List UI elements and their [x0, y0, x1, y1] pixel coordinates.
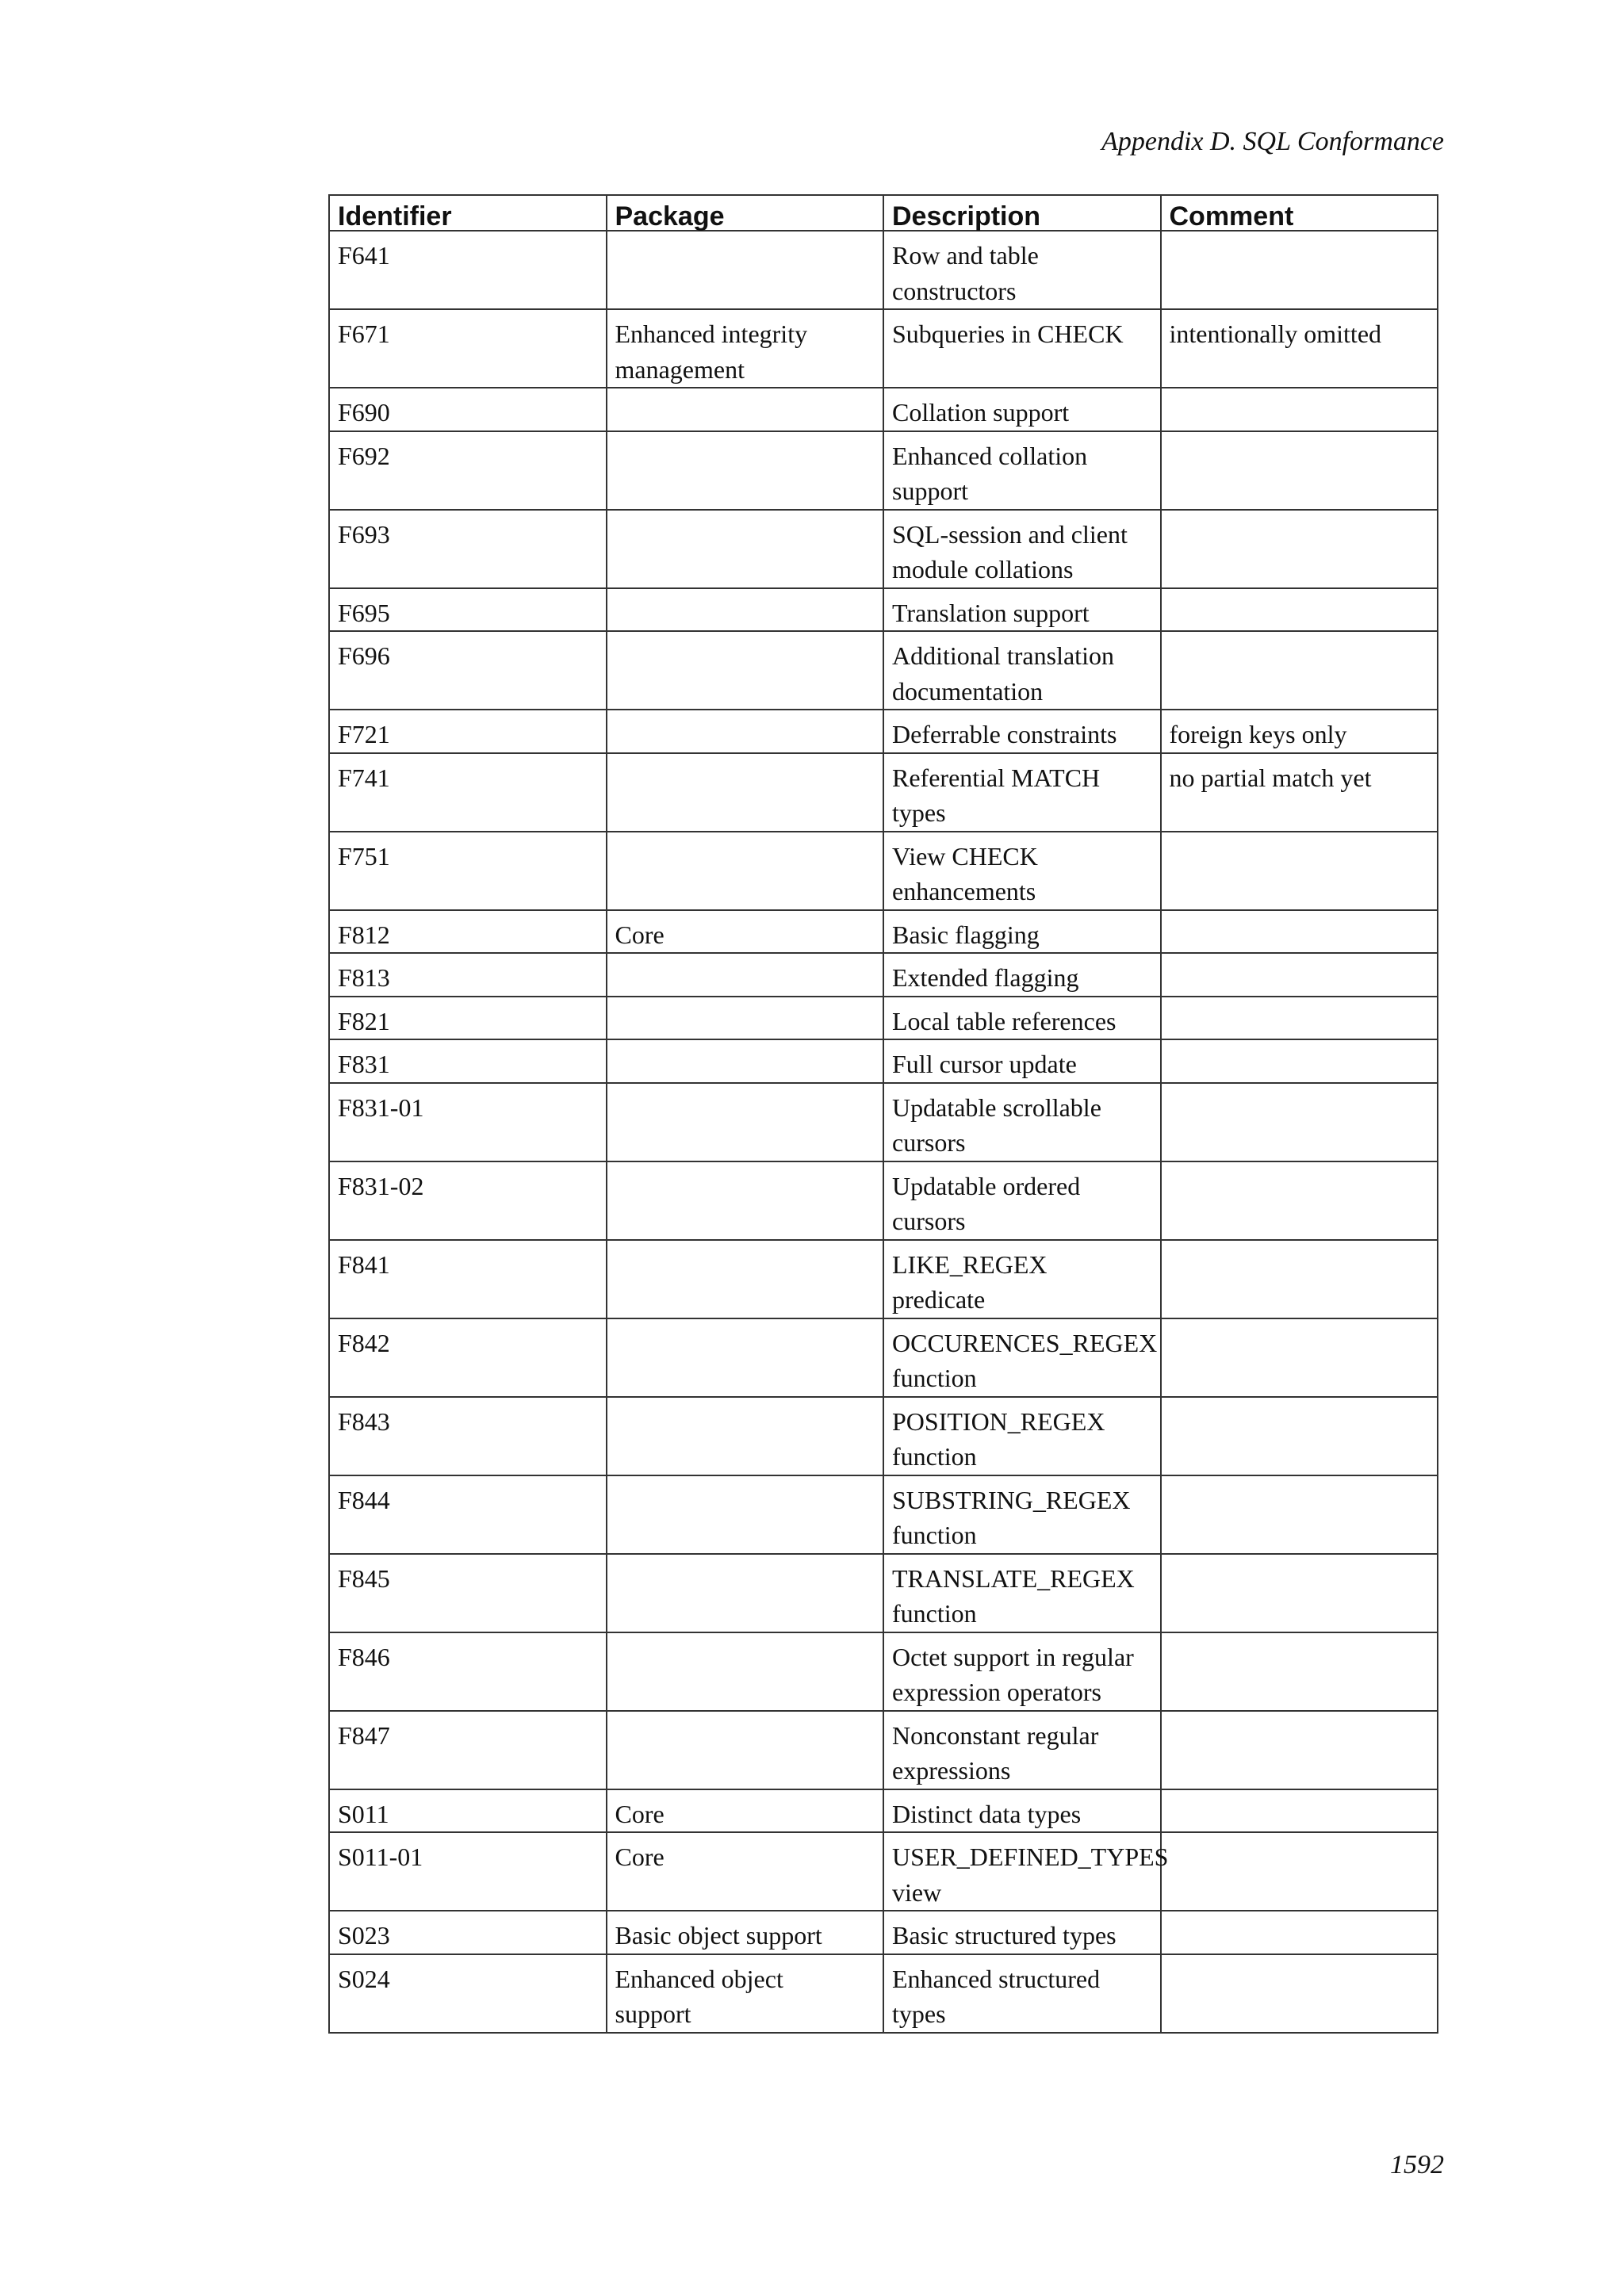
description-cell: View CHECK enhancements — [883, 832, 1161, 910]
column-header-package: Package — [607, 195, 884, 231]
comment-cell — [1161, 997, 1438, 1040]
identifier-cell: F847 — [329, 1711, 607, 1789]
description-cell: USER_DEFINED_TYPES view — [883, 1832, 1161, 1911]
package-cell — [607, 1240, 884, 1318]
description-cell: Updatable scrollable cursors — [883, 1083, 1161, 1161]
description-cell: Referential MATCH types — [883, 753, 1161, 832]
page-number: 1592 — [1390, 2150, 1444, 2179]
identifier-cell: S011-01 — [329, 1832, 607, 1911]
comment-cell: foreign keys only — [1161, 710, 1438, 753]
package-cell: Core — [607, 910, 884, 954]
description-cell: Distinct data types — [883, 1789, 1161, 1833]
comment-cell — [1161, 1911, 1438, 1954]
description-cell: Additional translation documentation — [883, 631, 1161, 710]
table-row — [329, 1161, 1438, 1240]
description-cell: Nonconstant regular expressions — [883, 1711, 1161, 1789]
identifier-cell: S024 — [329, 1954, 607, 2033]
table-row — [329, 910, 1438, 954]
comment-cell — [1161, 631, 1438, 710]
table-row — [329, 1318, 1438, 1397]
identifier-cell: S011 — [329, 1789, 607, 1833]
identifier-cell: F695 — [329, 588, 607, 632]
description-cell: Collation support — [883, 388, 1161, 431]
identifier-cell: F841 — [329, 1240, 607, 1318]
identifier-cell: F693 — [329, 510, 607, 588]
description-cell: Translation support — [883, 588, 1161, 632]
identifier-cell: F696 — [329, 631, 607, 710]
table-row — [329, 1397, 1438, 1475]
package-cell — [607, 832, 884, 910]
comment-cell — [1161, 588, 1438, 632]
comment-cell — [1161, 910, 1438, 954]
comment-cell: intentionally omitted — [1161, 309, 1438, 388]
table-row — [329, 753, 1438, 832]
package-cell — [607, 997, 884, 1040]
identifier-cell: F721 — [329, 710, 607, 753]
package-cell — [607, 1318, 884, 1397]
description-cell: Basic flagging — [883, 910, 1161, 954]
comment-cell — [1161, 431, 1438, 510]
table-row — [329, 1954, 1438, 2033]
description-cell: SUBSTRING_REGEX function — [883, 1475, 1161, 1554]
description-cell: Row and table constructors — [883, 231, 1161, 309]
package-cell — [607, 1397, 884, 1475]
package-cell — [607, 953, 884, 997]
identifier-cell: F821 — [329, 997, 607, 1040]
comment-cell — [1161, 510, 1438, 588]
package-cell — [607, 1083, 884, 1161]
comment-cell — [1161, 1554, 1438, 1632]
package-cell — [607, 1161, 884, 1240]
comment-cell — [1161, 1711, 1438, 1789]
comment-cell — [1161, 1789, 1438, 1833]
table-row — [329, 1911, 1438, 1954]
description-cell: Extended flagging — [883, 953, 1161, 997]
conformance-table — [328, 194, 1438, 2034]
comment-cell — [1161, 1475, 1438, 1554]
description-cell: LIKE_REGEX predicate — [883, 1240, 1161, 1318]
comment-cell — [1161, 1083, 1438, 1161]
description-cell: Full cursor update — [883, 1039, 1161, 1083]
table-row — [329, 997, 1438, 1040]
comment-cell — [1161, 1161, 1438, 1240]
table-row — [329, 1083, 1438, 1161]
table-row — [329, 388, 1438, 431]
table-row — [329, 1475, 1438, 1554]
package-cell — [607, 631, 884, 710]
comment-cell — [1161, 1318, 1438, 1397]
table-row — [329, 1711, 1438, 1789]
package-cell — [607, 1475, 884, 1554]
table-body — [329, 231, 1438, 2033]
table-row — [329, 231, 1438, 309]
table-row — [329, 309, 1438, 388]
package-cell — [607, 231, 884, 309]
identifier-cell: F843 — [329, 1397, 607, 1475]
table-row — [329, 1039, 1438, 1083]
description-cell: Enhanced structured types — [883, 1954, 1161, 2033]
description-cell: Local table references — [883, 997, 1161, 1040]
table-row — [329, 1832, 1438, 1911]
package-cell — [607, 510, 884, 588]
identifier-cell: F842 — [329, 1318, 607, 1397]
identifier-cell: F641 — [329, 231, 607, 309]
identifier-cell: F690 — [329, 388, 607, 431]
table-row — [329, 710, 1438, 753]
package-cell — [607, 753, 884, 832]
comment-cell — [1161, 1954, 1438, 2033]
table-row — [329, 832, 1438, 910]
identifier-cell: F844 — [329, 1475, 607, 1554]
package-cell — [607, 710, 884, 753]
comment-cell — [1161, 388, 1438, 431]
identifier-cell: F831 — [329, 1039, 607, 1083]
package-cell: Core — [607, 1789, 884, 1833]
description-cell: TRANSLATE_REGEX function — [883, 1554, 1161, 1632]
table-head — [329, 195, 1438, 231]
package-cell — [607, 1554, 884, 1632]
description-cell: SQL-session and client module collations — [883, 510, 1161, 588]
header-row — [329, 195, 1438, 231]
package-cell — [607, 1632, 884, 1711]
column-header-identifier: Identifier — [329, 195, 607, 231]
package-cell — [607, 431, 884, 510]
package-cell: Core — [607, 1832, 884, 1911]
package-cell: Enhanced object support — [607, 1954, 884, 2033]
identifier-cell: F692 — [329, 431, 607, 510]
description-cell: Octet support in regular expression operators — [883, 1632, 1161, 1711]
table-row — [329, 1554, 1438, 1632]
identifier-cell: F831-02 — [329, 1161, 607, 1240]
description-cell: POSITION_REGEX function — [883, 1397, 1161, 1475]
description-cell: Basic structured types — [883, 1911, 1161, 1954]
comment-cell — [1161, 1632, 1438, 1711]
comment-cell — [1161, 1039, 1438, 1083]
identifier-cell: F831-01 — [329, 1083, 607, 1161]
identifier-cell: F845 — [329, 1554, 607, 1632]
package-cell — [607, 1711, 884, 1789]
description-cell: OCCURENCES_REGEX function — [883, 1318, 1161, 1397]
table-row — [329, 1789, 1438, 1833]
running-header: Appendix D. SQL Conformance — [1101, 127, 1444, 156]
identifier-cell: F846 — [329, 1632, 607, 1711]
identifier-cell: F813 — [329, 953, 607, 997]
table-row — [329, 588, 1438, 632]
column-header-comment: Comment — [1161, 195, 1438, 231]
package-cell: Enhanced integrity management — [607, 309, 884, 388]
identifier-cell: S023 — [329, 1911, 607, 1954]
table-row — [329, 631, 1438, 710]
description-cell: Deferrable constraints — [883, 710, 1161, 753]
comment-cell — [1161, 953, 1438, 997]
identifier-cell: F812 — [329, 910, 607, 954]
table-row — [329, 1632, 1438, 1711]
table-row — [329, 431, 1438, 510]
identifier-cell: F671 — [329, 309, 607, 388]
table-row — [329, 510, 1438, 588]
identifier-cell: F751 — [329, 832, 607, 910]
identifier-cell: F741 — [329, 753, 607, 832]
comment-cell: no partial match yet — [1161, 753, 1438, 832]
table-row — [329, 953, 1438, 997]
description-cell: Updatable ordered cursors — [883, 1161, 1161, 1240]
package-cell — [607, 388, 884, 431]
comment-cell — [1161, 1832, 1438, 1911]
table-row — [329, 1240, 1438, 1318]
column-header-description: Description — [883, 195, 1161, 231]
package-cell: Basic object support — [607, 1911, 884, 1954]
description-cell: Enhanced collation support — [883, 431, 1161, 510]
comment-cell — [1161, 1397, 1438, 1475]
package-cell — [607, 1039, 884, 1083]
description-cell: Subqueries in CHECK — [883, 309, 1161, 388]
comment-cell — [1161, 832, 1438, 910]
comment-cell — [1161, 231, 1438, 309]
package-cell — [607, 588, 884, 632]
comment-cell — [1161, 1240, 1438, 1318]
